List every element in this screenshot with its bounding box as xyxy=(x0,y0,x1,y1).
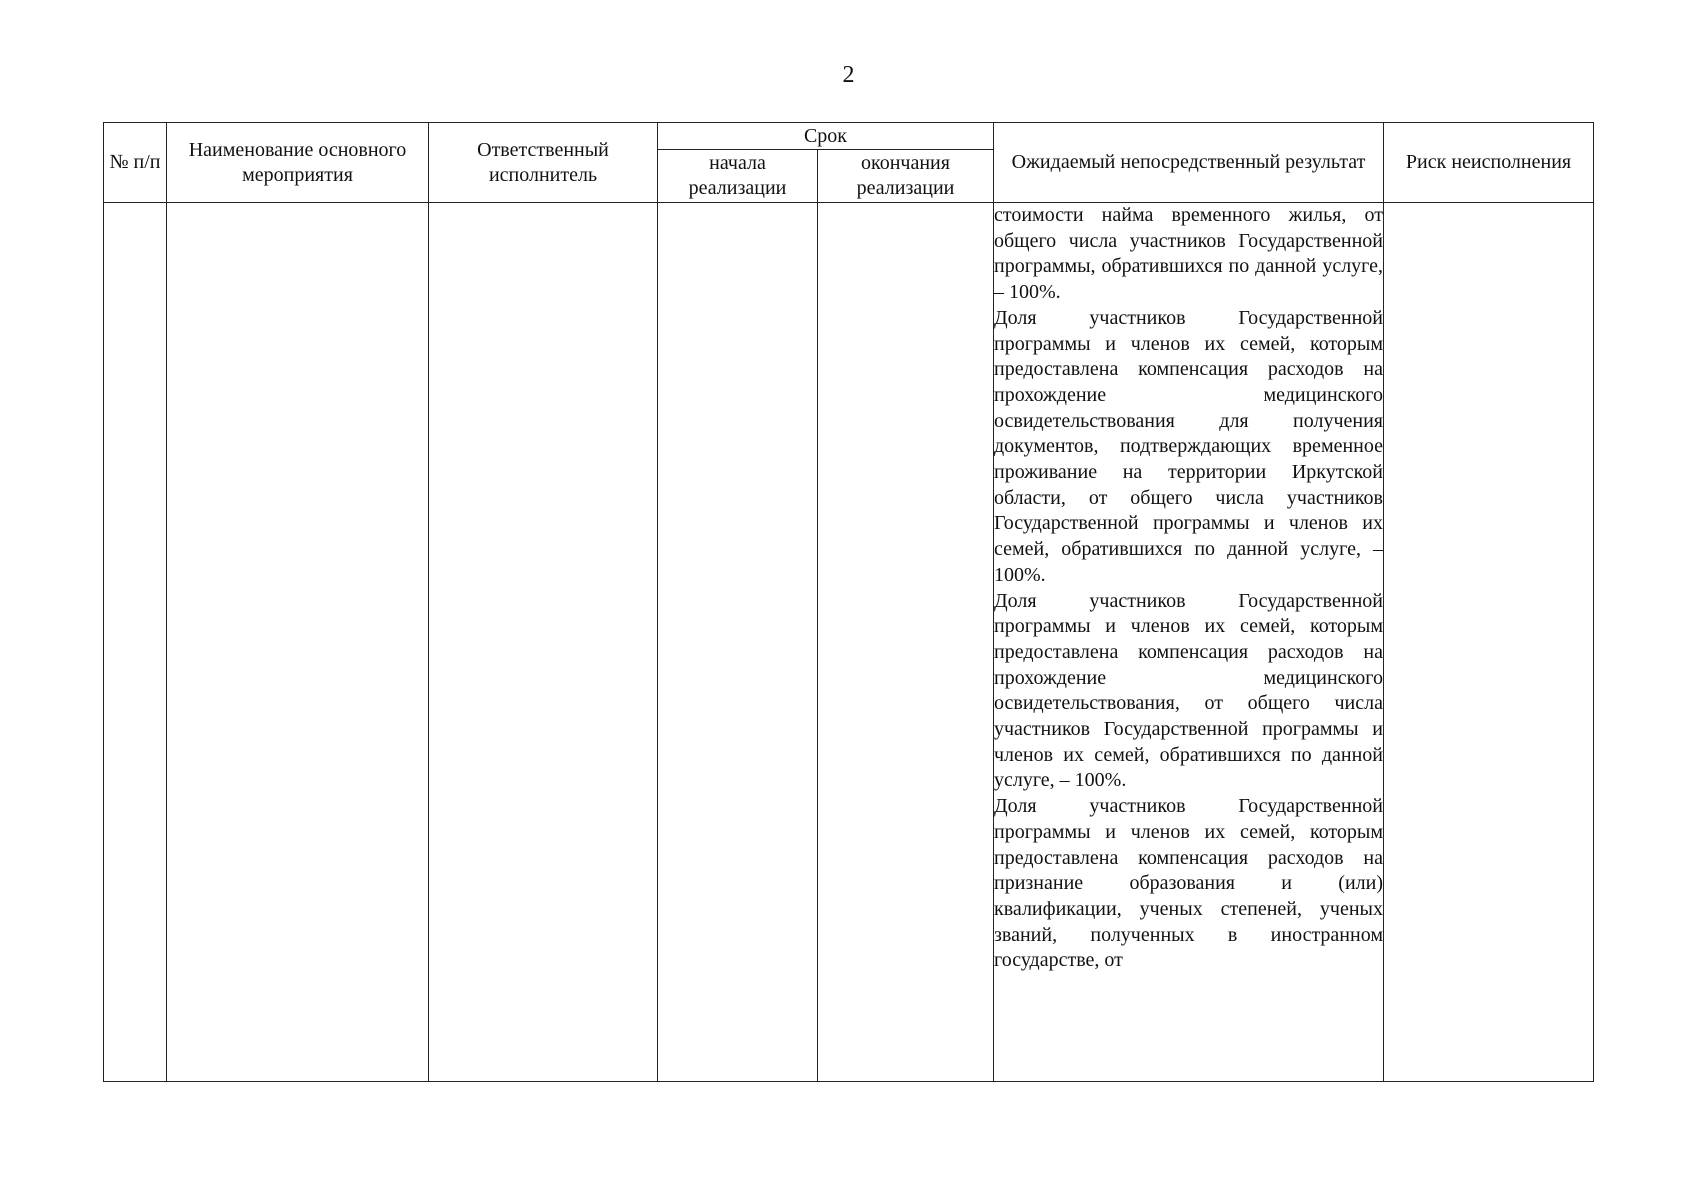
header-term-end: окончания реализации xyxy=(818,150,994,203)
table-row xyxy=(104,203,1594,1082)
header-num: № п/п xyxy=(104,123,167,203)
header-name: Наименование основного мероприятия xyxy=(167,123,429,203)
cell-risk xyxy=(1384,203,1594,1082)
cell-responsible xyxy=(429,203,658,1082)
result-paragraph: Доля участников Государственной программы и членов их семей, которым предоставлена компенсация расходов на признание образования и (или) квалификации, ученых степеней, ученых званий, полученных в иностранном государстве, от xyxy=(994,795,1383,972)
page-number: 2 xyxy=(842,62,855,88)
measures-table xyxy=(103,122,1594,1082)
header-term-start: начала реализации xyxy=(658,150,818,203)
header-term: Срок xyxy=(658,123,994,150)
cell-term-end xyxy=(818,203,994,1082)
result-paragraph: стоимости найма временного жилья, от общего числа участников Государственной программы, обратившихся по данной услуге, – 100%. xyxy=(994,204,1383,304)
header-responsible: Ответственный исполнитель xyxy=(429,123,658,203)
result-paragraph: Доля участников Государственной программы и членов их семей, которым предоставлена компенсация расходов на прохождение медицинского освидетельствования, от общего числа участников Государственной программы и членов их семей, обратившихся по данной услуге, – 100%. xyxy=(994,589,1383,792)
cell-num xyxy=(104,203,167,1082)
result-paragraph: Доля участников Государственной программы и членов их семей, которым предоставлена компенсация расходов на прохождение медицинского освидетельствования для получения документов, подтверждающих временное проживание на территории Иркутской области, от общего числа участников Государственной программы и членов их семей, обратившихся по данной услуге, – 100%. xyxy=(994,306,1383,586)
cell-term-start xyxy=(658,203,818,1082)
header-expected-result: Ожидаемый непосредственный результат xyxy=(994,123,1384,203)
cell-expected-result xyxy=(994,203,1384,1082)
cell-name xyxy=(167,203,429,1082)
header-risk: Риск неисполнения xyxy=(1384,123,1594,203)
